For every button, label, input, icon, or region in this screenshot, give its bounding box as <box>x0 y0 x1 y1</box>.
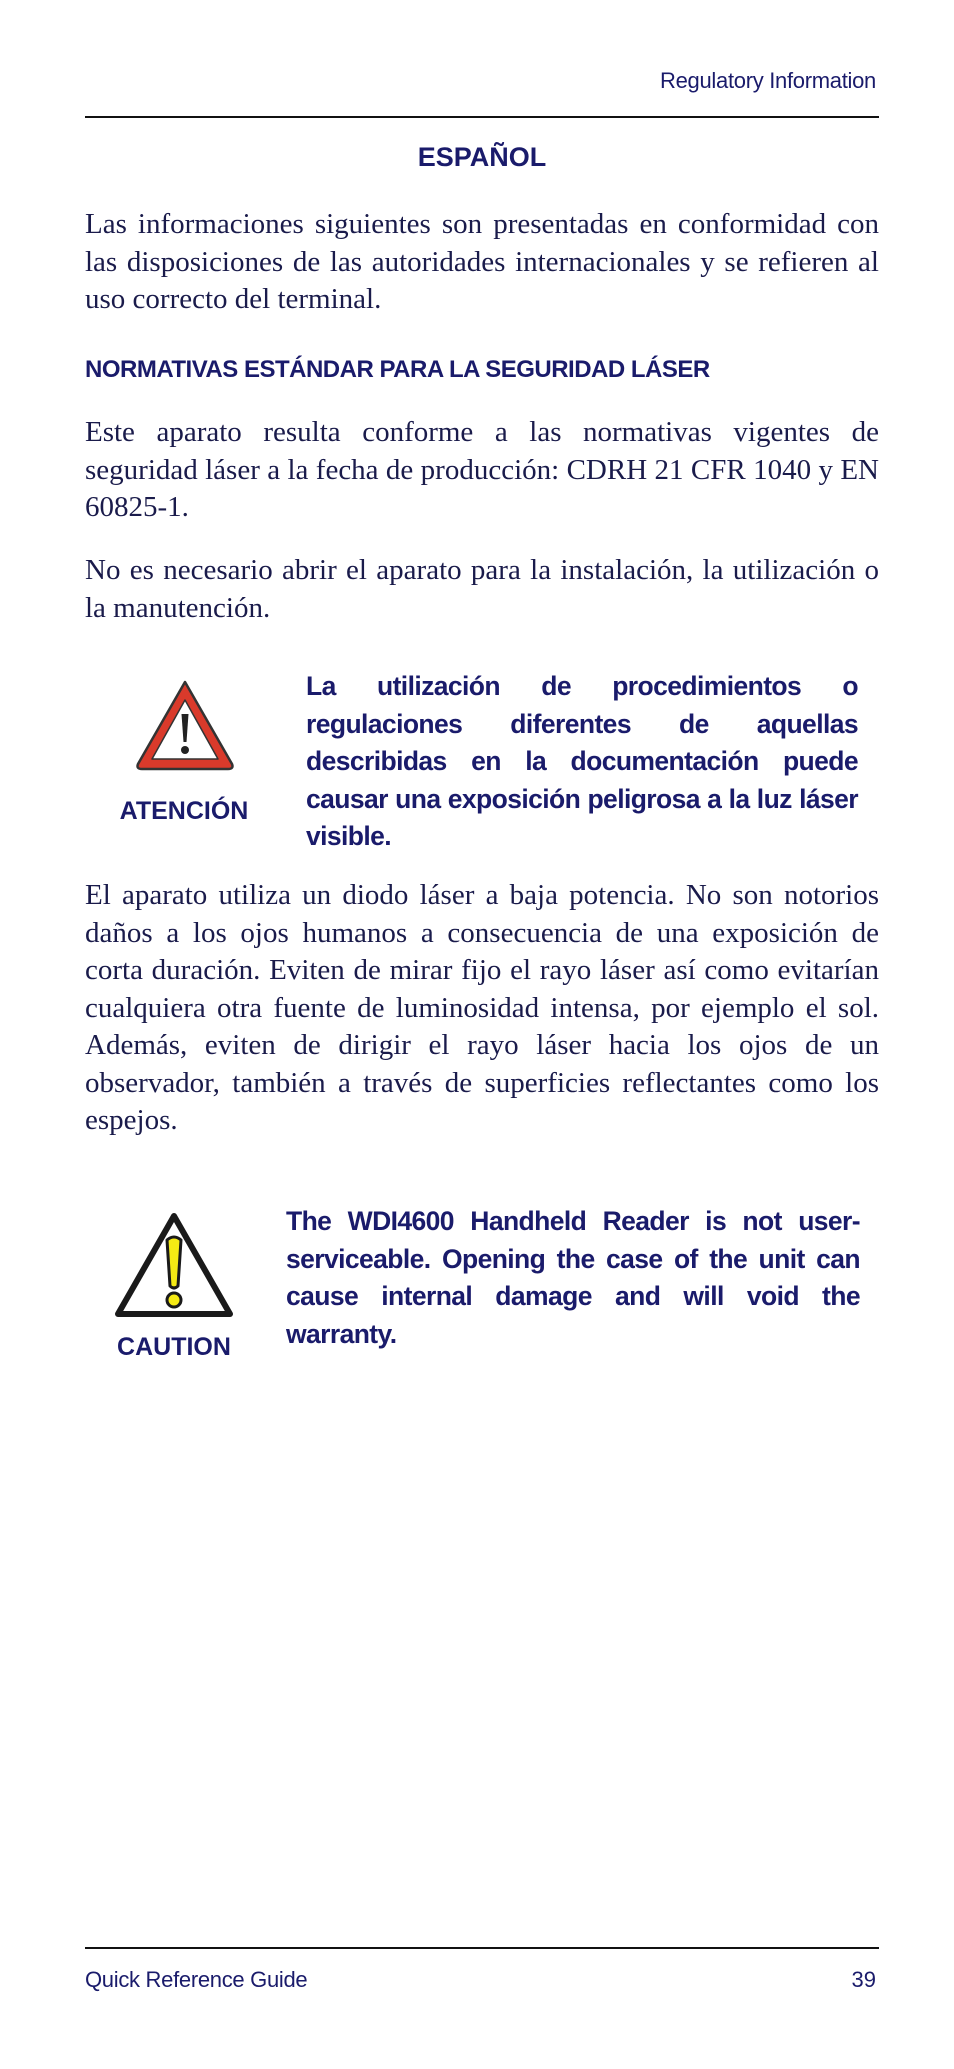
no-open-paragraph: No es necesario abrir el aparato para la instalación, la utilización o la manutención. <box>85 554 879 624</box>
page-number: 39 <box>851 1967 876 1992</box>
caution-label: CAUTION <box>117 1333 231 1361</box>
footer-rule <box>85 1947 879 1949</box>
intro-paragraph: Las informaciones siguientes son presentadas en conformidad con las disposiciones de las autoridades internacionales y se refieren al uso correcto del terminal. <box>85 208 879 315</box>
warning-exclamation-icon <box>132 676 238 774</box>
header-rule <box>85 116 879 118</box>
caution-notice-text: The WDI4600 Handheld Reader is not user-serviceable. Opening the case of the unit can cause internal damage and will void the warranty. <box>286 1206 860 1349</box>
running-header: Regulatory Information <box>660 68 876 93</box>
caution-exclamation-icon <box>112 1210 236 1322</box>
attention-notice-text: La utilización de procedimientos o regulaciones diferentes de aquellas describidas en la documentación puede causar una exposición peligrosa a la luz láser visible. <box>306 671 858 851</box>
laser-safety-subheading: NORMATIVAS ESTÁNDAR PARA LA SEGURIDAD LÁSER <box>85 356 710 383</box>
footer-guide-title: Quick Reference Guide <box>85 1967 308 1992</box>
attention-label: ATENCIÓN <box>119 797 249 825</box>
laser-diode-paragraph: El aparato utiliza un diodo láser a baja potencia. No son notorios daños a los ojos humanos a consecuencia de una exposición de corta duración. Eviten de mirar fijo el rayo láser así como evitarían cualquiera otra fuente de luminosidad intensa, por ejemplo el sol. Además, eviten de dirigir el rayo láser hacia los ojos de un observador, también a través de superficies reflectantes como los espejos. <box>85 879 879 1136</box>
section-title: ESPAÑOL <box>417 142 547 172</box>
standards-paragraph: Este aparato resulta conforme a las normativas vigentes de seguridad láser a la fecha de producción: CDRH 21 CFR 1040 y EN 60825-1. <box>85 416 879 523</box>
